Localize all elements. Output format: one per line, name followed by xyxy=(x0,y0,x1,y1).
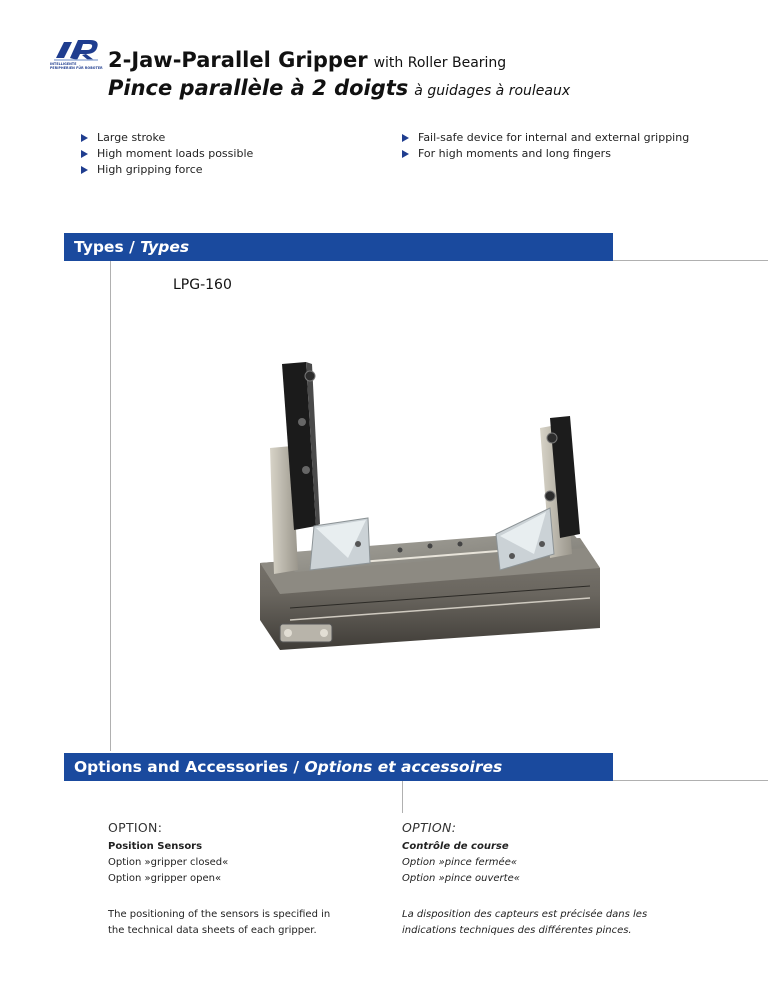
option-heading: OPTION: xyxy=(402,820,457,835)
option-line: Option »pince fermée« xyxy=(402,857,518,868)
title-french xyxy=(108,76,570,100)
bullet-arrow-icon xyxy=(402,150,409,158)
gripper-photo xyxy=(250,358,610,654)
option-name: Contrôle de course xyxy=(402,841,509,852)
feature-item: High gripping force xyxy=(81,162,253,178)
title-english xyxy=(108,48,506,72)
bullet-arrow-icon xyxy=(81,166,88,174)
options-title-fr: Options et accessoires xyxy=(304,758,503,776)
title-en-subtitle: with Roller Bearing xyxy=(373,55,507,71)
title-fr-main: Pince parallèle à 2 doigts xyxy=(108,76,409,100)
option-english xyxy=(108,820,378,939)
feature-item: High moment loads possible xyxy=(81,146,253,162)
option-line: Option »gripper closed« xyxy=(108,857,229,868)
option-line: Option »gripper open« xyxy=(108,873,222,884)
logo-tagline xyxy=(50,62,110,70)
types-title-fr: Types xyxy=(140,238,190,256)
features-left xyxy=(81,130,253,178)
model-label: LPG-160 xyxy=(173,277,232,293)
option-name: Position Sensors xyxy=(108,841,203,852)
option-heading: OPTION: xyxy=(108,820,163,835)
bullet-arrow-icon xyxy=(81,150,88,158)
feature-item: For high moments and long fingers xyxy=(402,146,689,162)
title-fr-subtitle: à guidages à rouleaux xyxy=(414,83,571,99)
vertical-divider xyxy=(402,781,403,813)
feature-item: Fail-safe device for internal and external gripping xyxy=(402,130,689,146)
options-separator: / xyxy=(287,758,305,776)
option-note: the technical data sheets of each gripper. xyxy=(108,925,317,936)
ipr-logo-icon xyxy=(50,36,102,80)
title-en-main: 2-Jaw-Parallel Gripper xyxy=(108,48,368,72)
bullet-arrow-icon xyxy=(81,134,88,142)
option-french xyxy=(402,820,672,939)
types-section-header xyxy=(64,233,613,261)
features-right xyxy=(402,130,689,162)
divider-line xyxy=(613,260,768,261)
feature-item: Large stroke xyxy=(81,130,253,146)
options-title-en: Options and Accessories xyxy=(74,758,288,776)
types-separator: / xyxy=(123,238,141,256)
option-note: La disposition des capteurs est précisée dans les xyxy=(402,909,648,920)
option-note: indications techniques des différentes pinces. xyxy=(402,925,632,936)
logo-line-2: PERIPHERIEN FÜR ROBOTER xyxy=(50,66,103,70)
vertical-divider xyxy=(110,261,111,751)
option-line: Option »pince ouverte« xyxy=(402,873,520,884)
options-section-header xyxy=(64,753,613,781)
option-note: The positioning of the sensors is specified in xyxy=(108,909,331,920)
logo-line-1: INTELLIGENTE xyxy=(50,62,77,66)
divider-line xyxy=(613,780,768,781)
bullet-arrow-icon xyxy=(402,134,409,142)
types-title-en: Types xyxy=(74,238,124,256)
